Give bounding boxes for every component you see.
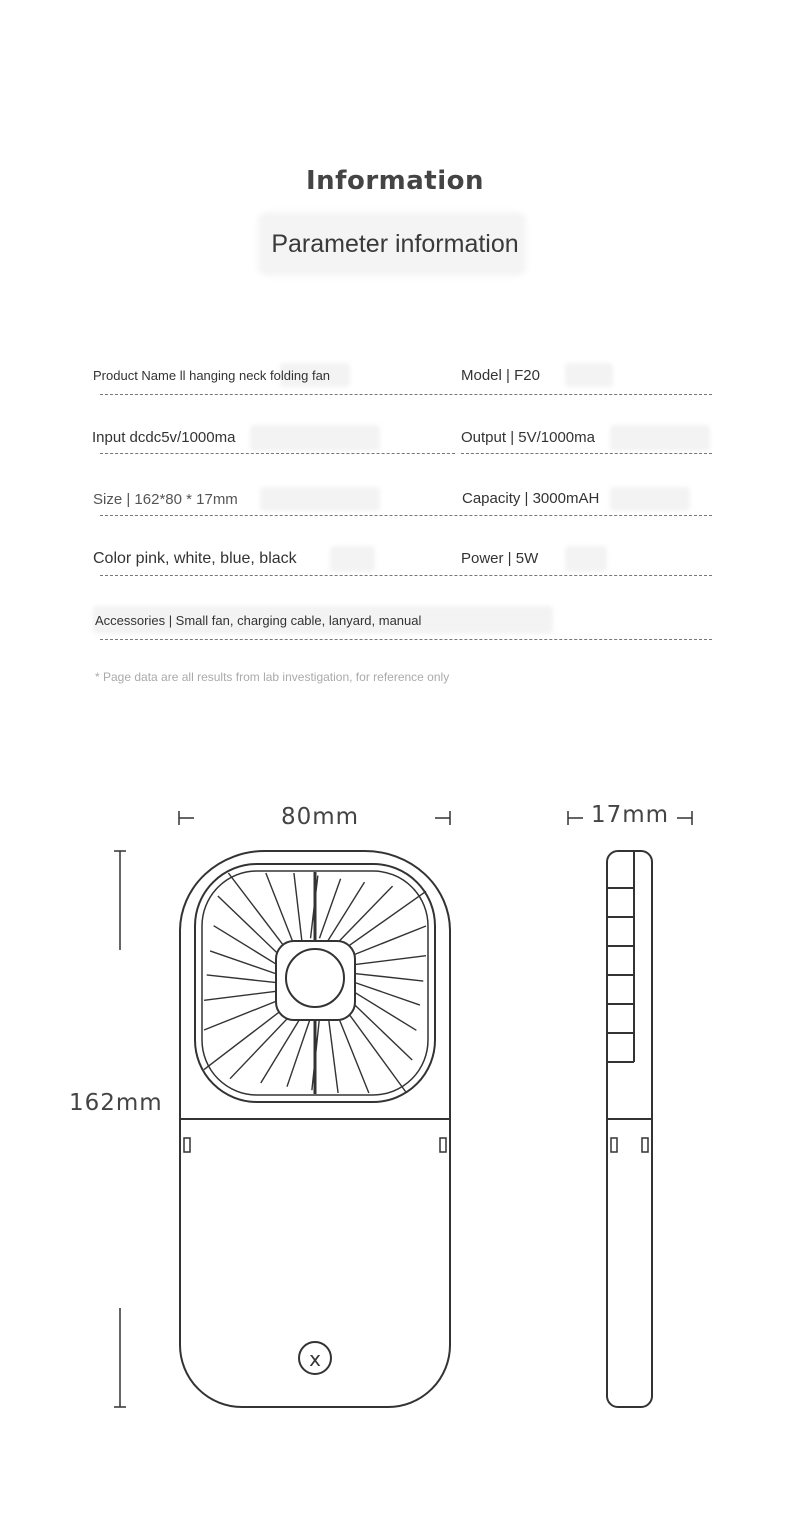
faded-text — [250, 425, 380, 451]
fan-blade-line — [355, 974, 424, 981]
fan-blade-line — [214, 926, 278, 965]
spec-input: Input dcdc5v/1000ma — [92, 429, 236, 446]
svg-text:x: x — [309, 1347, 321, 1371]
fan-blade-line — [228, 873, 286, 950]
fan-blade-line — [328, 882, 364, 940]
divider — [100, 639, 712, 640]
depth-dimension-label: 17mm — [591, 802, 670, 828]
spec-model: Model | F20 — [461, 367, 540, 384]
fan-side-drawing — [607, 851, 652, 1407]
section-title: Information — [305, 166, 485, 196]
section-subtitle: Parameter information — [271, 230, 519, 258]
spec-power: Power | 5W — [461, 550, 539, 567]
fan-blade-line — [210, 951, 275, 974]
fan-blade-line — [204, 991, 277, 1000]
faded-text — [610, 425, 710, 451]
fan-blade-line — [287, 1018, 311, 1087]
fan-blade-line — [294, 873, 302, 940]
fan-blade-line — [266, 873, 294, 944]
spec-color: Color pink, white, blue, black — [93, 550, 297, 567]
faded-text — [330, 546, 375, 572]
spec-capacity: Capacity | 3000mAH — [462, 490, 600, 507]
fan-blade-line — [204, 999, 281, 1030]
faded-text — [260, 487, 380, 511]
divider — [100, 453, 455, 454]
fan-hub — [276, 941, 355, 1020]
spec-size: Size | 162*80 * 17mm — [93, 491, 238, 508]
divider — [100, 394, 712, 395]
fan-blade-line — [319, 879, 340, 939]
height-dimension-label: 162mm — [69, 1090, 163, 1116]
spec-product-name: Product Name ll hanging neck folding fan — [93, 368, 331, 383]
fan-blade-line — [336, 1012, 369, 1093]
fan-blade-line — [349, 926, 426, 957]
faded-text — [565, 363, 613, 387]
width-dimension-label: 80mm — [281, 804, 360, 830]
divider — [100, 515, 712, 516]
fan-blade-line — [328, 1016, 338, 1093]
fan-blade-line — [353, 991, 417, 1030]
faded-text — [610, 487, 690, 511]
fan-blade-line — [343, 891, 426, 949]
divider — [461, 453, 712, 454]
x-button-icon — [299, 1342, 331, 1374]
divider — [100, 575, 712, 576]
fan-blade-line — [355, 982, 420, 1005]
spec-output: Output | 5V/1000ma — [461, 429, 595, 446]
footnote: * Page data are all results from lab investigation, for reference only — [95, 670, 450, 684]
fan-front-drawing — [0, 780, 790, 1440]
faded-text — [565, 546, 607, 572]
fan-blade-line — [207, 975, 276, 982]
fan-blade-line — [353, 956, 426, 965]
spec-accessories: Accessories | Small fan, charging cable, lanyard, manual — [95, 613, 422, 628]
